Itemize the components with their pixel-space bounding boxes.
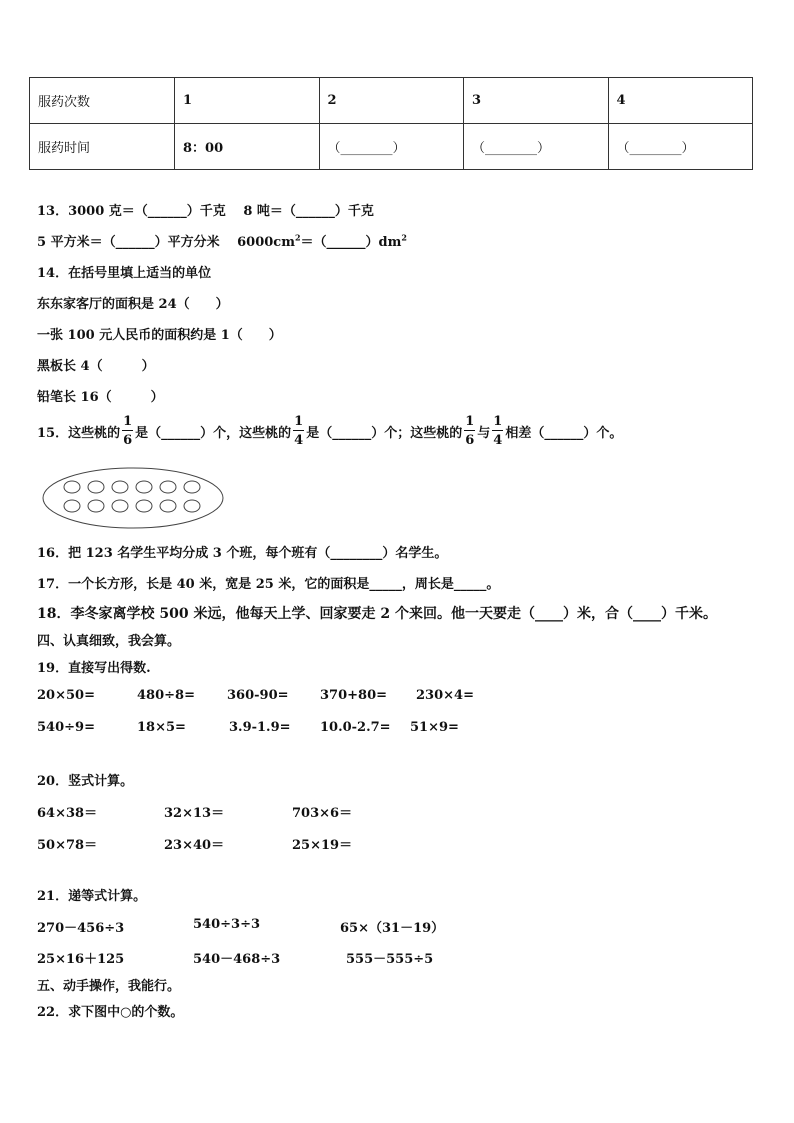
question-14-title: 14．在括号里填上适当的单位 <box>37 266 212 281</box>
fraction-one-quarter: $\frac{1}{4}$ <box>294 414 304 448</box>
calc-item: 51×9= <box>410 720 459 735</box>
table-cell: 1 <box>175 78 320 124</box>
calc-item: 20×50= <box>37 688 95 703</box>
calc-item: 18×5= <box>137 720 186 735</box>
calc-item: 64×38＝ <box>37 806 98 821</box>
table-cell: 服药时间 <box>30 124 175 170</box>
fraction-one-sixth: $\frac{1}{6}$ <box>465 414 475 448</box>
question-14-item: 铅笔长 16（ ） <box>37 390 164 405</box>
table-cell: （________） <box>319 124 464 170</box>
table-cell: 4 <box>608 78 753 124</box>
fraction-one-sixth: $\frac{1}{6}$ <box>123 414 133 448</box>
peach-icon <box>184 500 200 512</box>
calc-item: 540÷9= <box>37 720 95 735</box>
peach-plate-illustration <box>40 465 226 531</box>
calc-item: 32×13＝ <box>164 806 225 821</box>
calc-item: 270－456÷3 <box>37 921 125 936</box>
calc-item: 3.9-1.9= <box>229 720 291 735</box>
peach-icon <box>136 500 152 512</box>
calc-item: 65×（31－19） <box>340 921 445 936</box>
calc-item: 703×6＝ <box>292 806 353 821</box>
calc-item: 360-90= <box>227 688 289 703</box>
peach-icon <box>64 500 80 512</box>
section-4-heading: 四、认真细致，我会算。 <box>37 634 181 649</box>
table-cell: 3 <box>464 78 609 124</box>
peach-icon <box>112 481 128 493</box>
peach-icon <box>160 481 176 493</box>
calc-item: 23×40＝ <box>164 838 225 853</box>
question-14-item: 东东家客厅的面积是 24（ ） <box>37 297 229 312</box>
peach-icon <box>64 481 80 493</box>
table-cell: 2 <box>319 78 464 124</box>
table-cell: 8：00 <box>175 124 320 170</box>
medication-table <box>29 77 753 170</box>
calc-item: 50×78＝ <box>37 838 98 853</box>
calc-item: 25×19＝ <box>292 838 353 853</box>
question-14-item: 一张 100 元人民币的面积约是 1（ ） <box>37 328 282 343</box>
peach-icon <box>136 481 152 493</box>
question-18: 18．李冬家离学校 500 米远，他每天上学、回家要走 2 个来回。他一天要走（____）米，合（____）千米。 <box>37 606 717 622</box>
question-15: 15．这些桃的 $\frac{1}{6}$ 是（______）个，这些桃的 $\frac{1}{4}$ 是（______）个；这些桃的 $\frac{1}{6}$ 与 $\frac{1}{4}$ 相差（______）个。 <box>37 414 623 448</box>
calc-item: 555－555÷5 <box>346 952 434 967</box>
question-17: 17．一个长方形，长是 40 米，宽是 25 米，它的面积是_____，周长是_____。 <box>37 577 500 592</box>
peach-icon <box>88 481 104 493</box>
question-13-line-2: 5 平方米＝（______）平方分米 $6000cm^2=(\_\_\_\_\_\_)dm^2$ <box>37 232 407 250</box>
table-cell: （________） <box>608 124 753 170</box>
calc-item: 25×16＋125 <box>37 952 125 967</box>
calc-item: 480÷8= <box>137 688 195 703</box>
question-13-line-1: 13．3000 克＝（______）千克 8 吨＝（______）千克 <box>37 204 374 219</box>
question-22: 22．求下图中○的个数。 <box>37 1005 184 1020</box>
peaches-group <box>64 481 200 512</box>
calc-item: 540－468÷3 <box>193 952 281 967</box>
table-cell: （________） <box>464 124 609 170</box>
table-cell: 服药次数 <box>30 78 175 124</box>
question-20-title: 20．竖式计算。 <box>37 774 134 789</box>
table-row <box>30 124 753 170</box>
table-row <box>30 78 753 124</box>
peach-icon <box>160 500 176 512</box>
plate-outline <box>43 468 223 528</box>
question-16: 16．把 123 名学生平均分成 3 个班，每个班有（________）名学生。 <box>37 546 448 561</box>
question-21-title: 21．递等式计算。 <box>37 889 147 904</box>
question-19-title: 19．直接写出得数. <box>37 661 151 676</box>
question-14-item: 黑板长 4（ ） <box>37 359 155 374</box>
calc-item: 540÷3÷3 <box>193 917 261 932</box>
section-5-heading: 五、动手操作，我能行。 <box>37 979 181 994</box>
calc-item: 10.0-2.7= <box>320 720 391 735</box>
peach-icon <box>184 481 200 493</box>
peach-icon <box>88 500 104 512</box>
calc-item: 230×4= <box>416 688 474 703</box>
peach-icon <box>112 500 128 512</box>
calc-item: 370+80= <box>320 688 388 703</box>
fraction-one-quarter: $\frac{1}{4}$ <box>493 414 503 448</box>
